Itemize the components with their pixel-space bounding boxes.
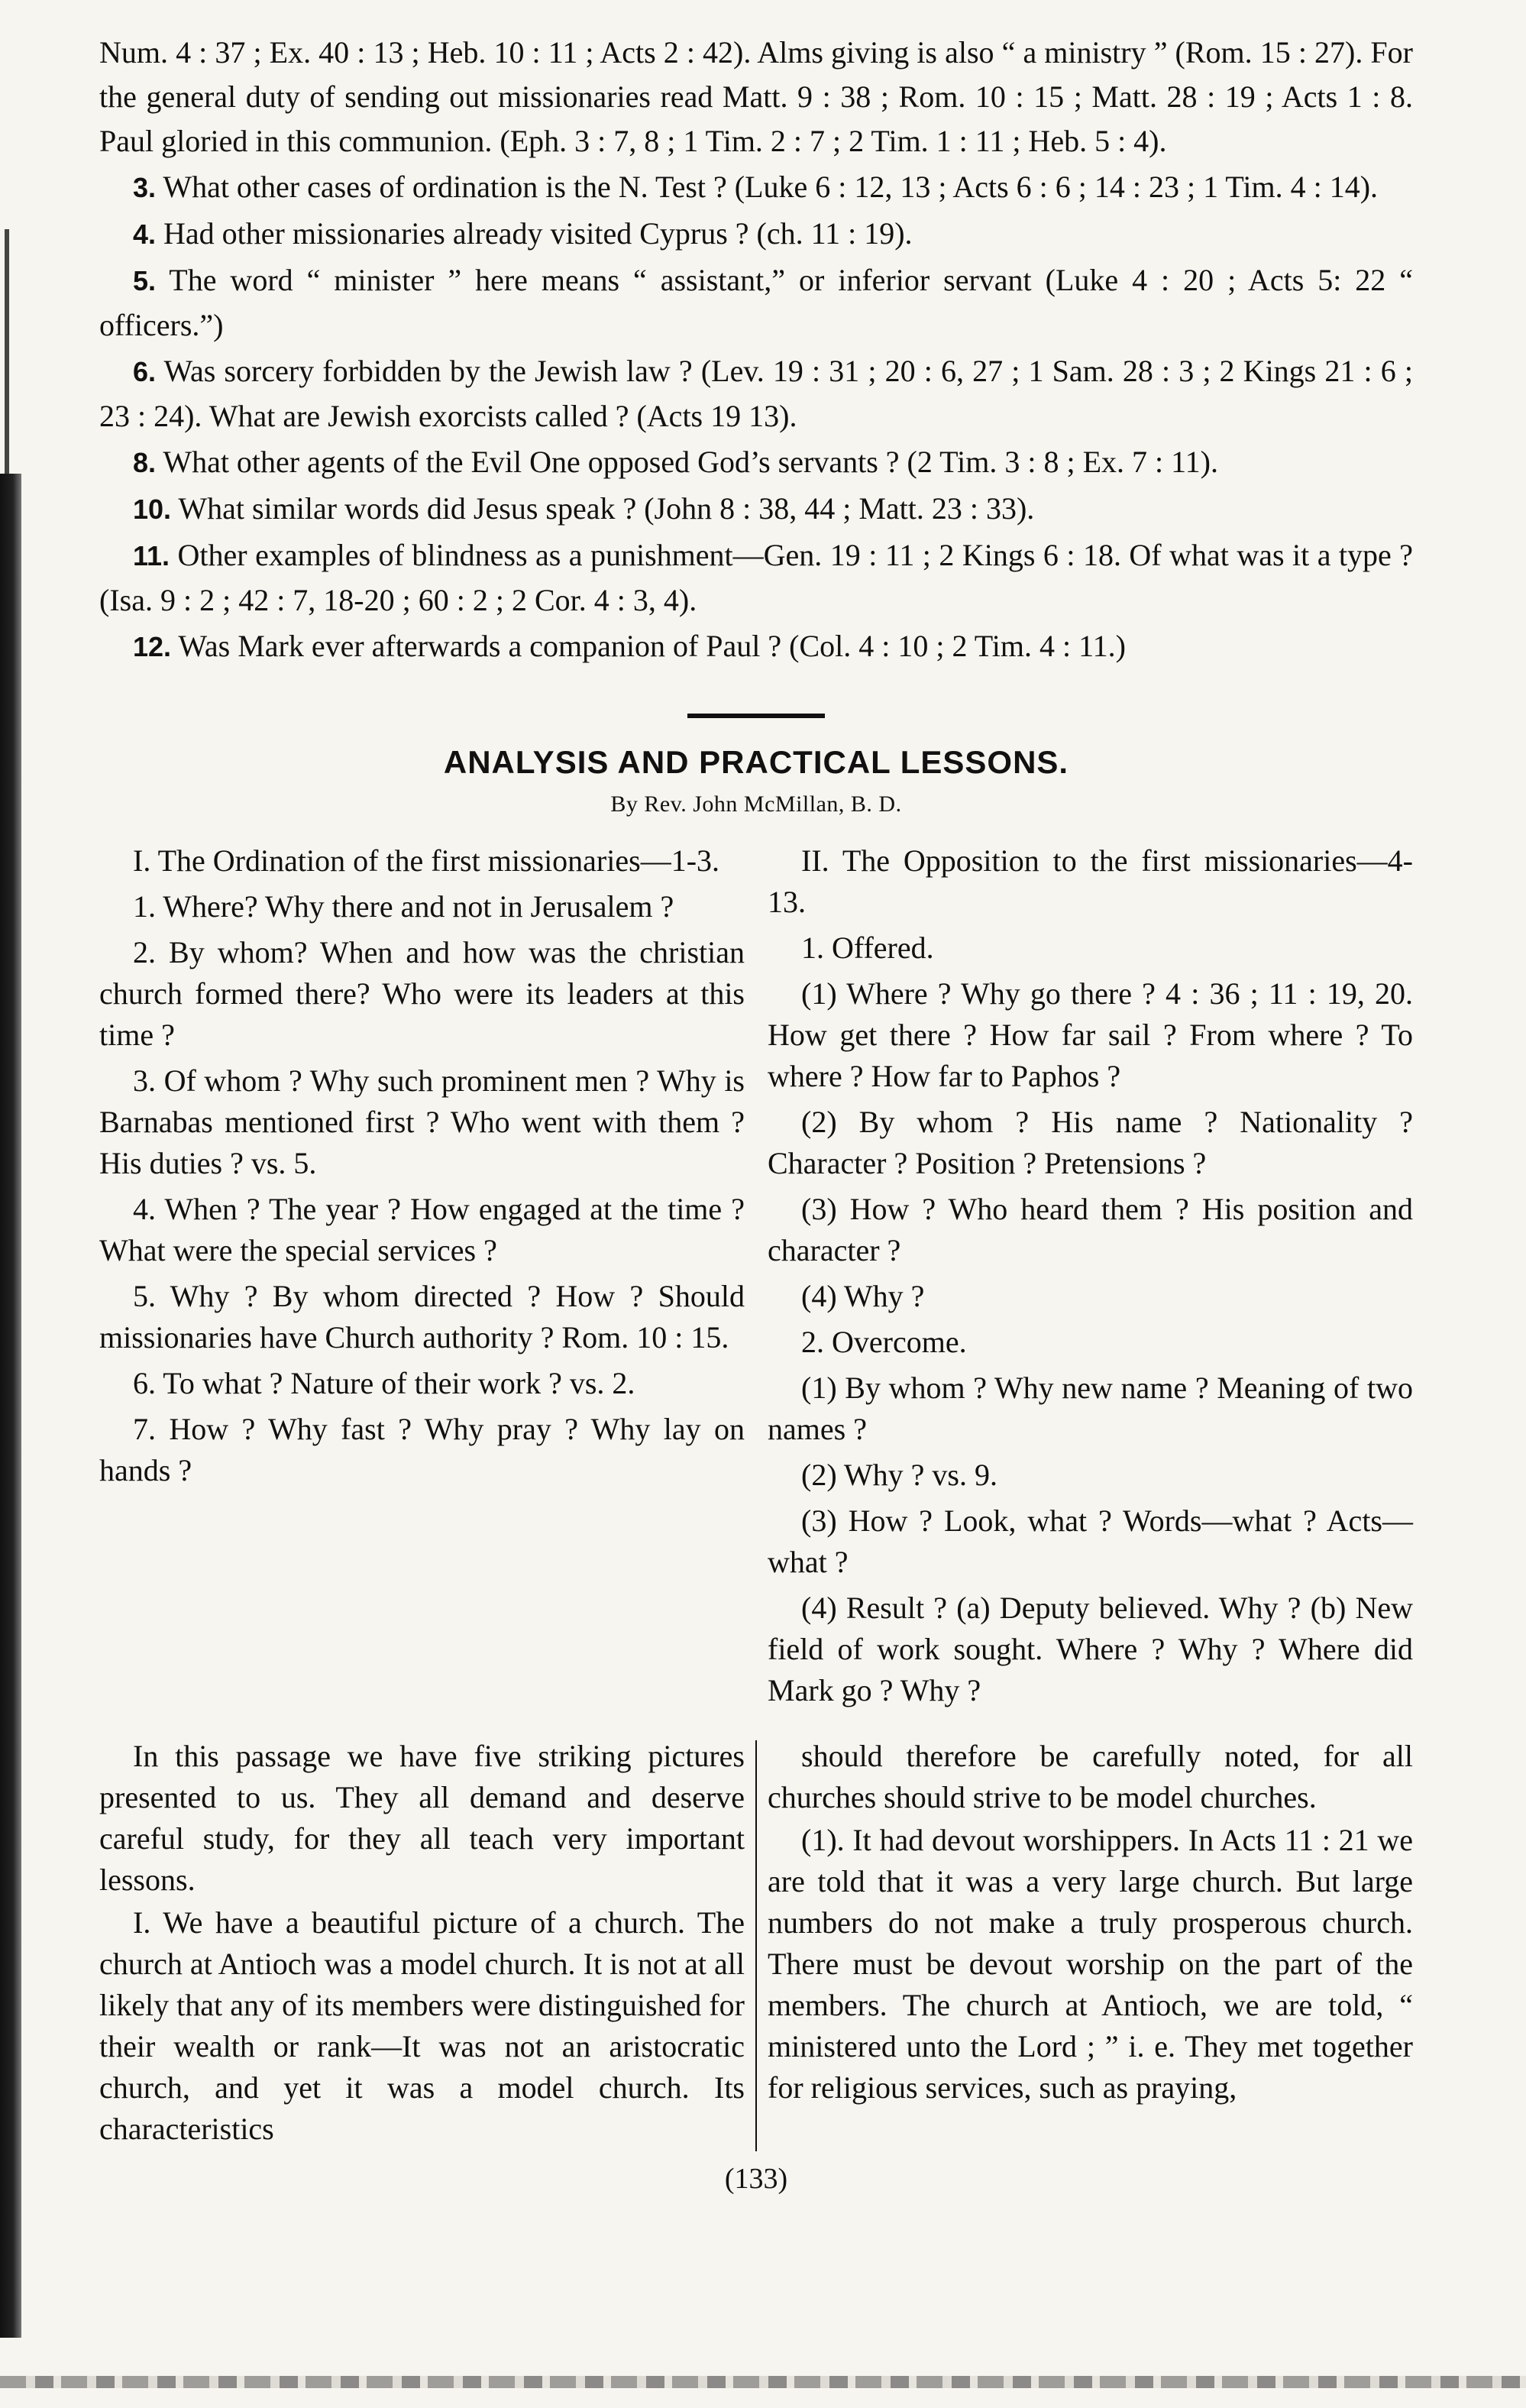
lesson-prose bbox=[99, 1736, 1413, 2151]
page-number: (133) bbox=[724, 2163, 788, 2195]
prose-paragraph: should therefore be carefully noted, for all churches should strive to be model churches. bbox=[768, 1739, 1413, 1814]
prose-right-column bbox=[768, 1736, 1413, 2151]
section-divider bbox=[687, 714, 825, 718]
prose-paragraph: I. We have a beautiful picture of a church. The church at Antioch was a model church. It is not at all likely that any of its members were distinguished for their wealth or rank—It was not an aristocratic church, and yet it was a model church. Its characteristics bbox=[99, 1905, 745, 2146]
question-continuation: Num. 4 : 37 ; Ex. 40 : 13 ; Heb. 10 : 11 ; Acts 2 : 42). Alms giving is also “ a ministry ” (Rom. 15 : 27). For the general duty of sending out missionaries read Matt. 9 : 38 ; Rom. 10 : 15 ; Matt. 28 : 19 ; Acts 1 : 8. Paul gloried in this communion. (Eph. 3 : 7, 8 ; 1 Tim. 2 : 7 ; 2 Tim. 1 : 11 ; Heb. 5 : 4). bbox=[99, 35, 1413, 158]
outline-item: (1) By whom ? Why new name ? Meaning of two names ? bbox=[768, 1371, 1413, 1446]
question-6: 6. Was sorcery forbidden by the Jewish law ? (Lev. 19 : 31 ; 20 : 6, 27 ; 1 Sam. 28 : 3 ; 2 Kings 21 : 6 ; 23 : 24). What are Jewish exorcists called ? (Acts 19 13). bbox=[99, 354, 1413, 433]
outline-heading: II. The Opposition to the first missionaries—4-13. bbox=[768, 843, 1413, 919]
question-4: 4. Had other missionaries already visited Cyprus ? (ch. 11 : 19). bbox=[133, 216, 913, 251]
outline-item: 1. Offered. bbox=[801, 931, 934, 965]
question-10: 10. What similar words did Jesus speak ? (John 8 : 38, 44 ; Matt. 23 : 33). bbox=[133, 491, 1035, 526]
outline-item: 2. Overcome. bbox=[801, 1325, 967, 1359]
outline-item: 7. How ? Why fast ? Why pray ? Why lay on hands ? bbox=[99, 1412, 745, 1487]
outline-item: (4) Result ? (a) Deputy believed. Why ? (b) New field of work sought. Where ? Why ? Where did Mark go ? Why ? bbox=[768, 1591, 1413, 1707]
outline-item: (4) Why ? bbox=[801, 1279, 925, 1313]
outline-columns bbox=[99, 840, 1413, 1716]
document-page bbox=[99, 31, 1413, 2399]
column-rule bbox=[755, 1740, 757, 2151]
outline-item: 3. Of whom ? Why such prominent men ? Why is Barnabas mentioned first ? Who went with them ? His duties ? vs. 5. bbox=[99, 1063, 745, 1180]
scan-bottom-edge bbox=[0, 2376, 1526, 2388]
author-byline: By Rev. John McMillan, B. D. bbox=[610, 791, 902, 817]
outline-item: (3) How ? Look, what ? Words—what ? Acts—what ? bbox=[768, 1503, 1413, 1579]
question-5: 5. The word “ minister ” here means “ assistant,” or inferior servant (Luke 4 : 20 ; Acts 5: 22 “ officers.”) bbox=[99, 263, 1413, 342]
question-12: 12. Was Mark ever afterwards a companion of Paul ? (Col. 4 : 10 ; 2 Tim. 4 : 11.) bbox=[133, 629, 1126, 663]
outline-item: 5. Why ? By whom directed ? How ? Should missionaries have Church authority ? Rom. 10 : 15. bbox=[99, 1279, 745, 1354]
outline-heading: I. The Ordination of the first missionaries—1-3. bbox=[133, 843, 720, 878]
outline-item: (2) Why ? vs. 9. bbox=[801, 1458, 997, 1492]
section-title: ANALYSIS AND PRACTICAL LESSONS. bbox=[443, 744, 1069, 780]
question-8: 8. What other agents of the Evil One opposed God’s servants ? (2 Tim. 3 : 8 ; Ex. 7 : 11). bbox=[133, 445, 1218, 479]
outline-item: 2. By whom? When and how was the christian church formed there? Who were its leaders at this time ? bbox=[99, 935, 745, 1052]
study-questions bbox=[99, 31, 1413, 669]
outline-item: 4. When ? The year ? How engaged at the time ? What were the special services ? bbox=[99, 1192, 745, 1267]
outline-item: (2) By whom ? His name ? Nationality ? Character ? Position ? Pretensions ? bbox=[768, 1105, 1413, 1180]
outline-left-column bbox=[99, 840, 745, 1716]
prose-left-column bbox=[99, 1736, 745, 2151]
outline-item: 6. To what ? Nature of their work ? vs. 2. bbox=[133, 1366, 635, 1400]
outline-item: (3) How ? Who heard them ? His position and character ? bbox=[768, 1192, 1413, 1267]
outline-item: (1) Where ? Why go there ? 4 : 36 ; 11 : 19, 20. How get there ? How far sail ? From where ? To where ? How far to Paphos ? bbox=[768, 976, 1413, 1093]
prose-paragraph: In this passage we have five striking pictures presented to us. They all demand and deserve careful study, for they all teach very important lessons. bbox=[99, 1739, 745, 1897]
outline-right-column bbox=[768, 840, 1413, 1716]
question-11: 11. Other examples of blindness as a punishment—Gen. 19 : 11 ; 2 Kings 6 : 18. Of what was it a type ? (Isa. 9 : 2 ; 42 : 7, 18-20 ; 60 : 2 ; 2 Cor. 4 : 3, 4). bbox=[99, 538, 1414, 617]
outline-item: 1. Where? Why there and not in Jerusalem ? bbox=[133, 889, 674, 924]
scan-binding-shadow bbox=[0, 474, 21, 2338]
question-3: 3. What other cases of ordination is the N. Test ? (Luke 6 : 12, 13 ; Acts 6 : 6 ; 14 : 23 ; 1 Tim. 4 : 14). bbox=[133, 170, 1379, 204]
prose-paragraph: (1). It had devout worshippers. In Acts 11 : 21 we are told that it was a very large church. But large numbers do not make a truly prosperous church. There must be devout worship on the part of the members. The church at Antioch, we are told, “ ministered unto the Lord ; ” i. e. They met together for religious services, such as praying, bbox=[768, 1823, 1413, 2105]
